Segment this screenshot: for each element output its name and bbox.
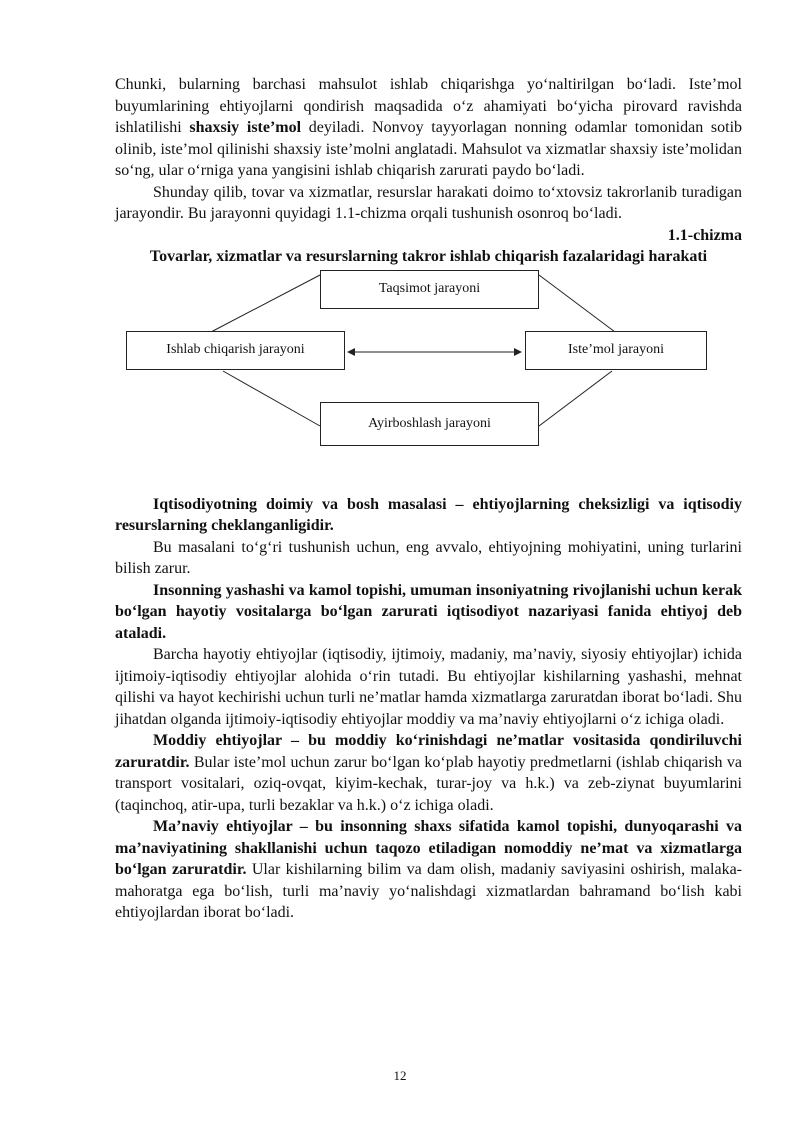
paragraph-5: Insonning yashashi va kamol topishi, umuman insoniyatning rivojlanishi uchun kerak bo‘lgan hayotiy vositalarga bo‘lgan zarurati iqtisodiyot nazariyasi fanida ehtiyoj deb ataladi. — [115, 581, 742, 642]
box-ayirboshlash: Ayirboshlash jarayoni — [320, 402, 539, 446]
box-istemol: Iste’mol jarayoni — [525, 331, 707, 370]
paragraph-1: Chunki, bularning barchasi mahsulot ishlab chiqarishga yo‘naltirilgan bo‘ladi. Iste’mol buyumlarining ehtiyojlarni qondirish maqsadida o‘z ahamiyati bo‘yicha pirovard ravishda ishlatilishi shaxsiy iste’mol deyiladi. Nonvoy tayyorlagan nonning odamlar tomonidan sotib olinib, iste’mol qilinishi shaxsiy iste’molni anglatadi. Mahsulot va xizmatlar shaxsiy iste’molidan so‘ng, ular o‘rniga yana yangisini ishlab chiqarish zarurati paydo bo‘ladi. — [115, 76, 743, 179]
paragraph-8: Ma’naviy ehtiyojlar – bu insonning shaxs sifatida kamol topishi, dunyoqarashi va ma’naviyatining shakllanishi uchun taqozo etiladigan nomoddiy ne’mat va xizmatlarga bo‘lgan zaruratdir. Ular kishilarning bilim va dam olish, madaniy saviyasini oshirish, malaka-mahoratga ega bo‘lish, turli ma’naviy yo‘nalishdagi xizmatlardan bahramand bo‘lish kabi ehtiyojlardan iborat bo‘ladi. — [115, 818, 743, 921]
term-shaxsiy-istemol: shaxsiy iste’mol — [189, 119, 302, 136]
page-number: 12 — [393, 1068, 407, 1083]
page-content — [115, 74, 742, 924]
figure-title: Tovarlar, xizmatlar va resurslarning takror ishlab chiqarish fazalaridagi harakati — [149, 248, 708, 265]
connector-left-top — [211, 275, 320, 332]
paragraph-4: Bu masalani to‘g‘ri tushunish uchun, eng avvalo, ehtiyojning mohiyatini, uning turlarini bilish zarur. — [115, 538, 742, 577]
paragraph-2: Shunday qilib, tovar va xizmatlar, resurslar harakati doimo to‘xtovsiz takrorlanib turadigan jarayondir. Bu jarayonni quyidagi 1.1-chizma orqali tushunish osonroq bo‘ladi. — [115, 183, 742, 222]
paragraph-3: Iqtisodiyotning doimiy va bosh masalasi – ehtiyojlarning cheksizligi va iqtisodiy resurslarning cheklanganligidir. — [115, 495, 742, 534]
figure-number: 1.1-chizma — [667, 226, 742, 244]
box-taqsimot: Taqsimot jarayoni — [320, 270, 539, 309]
connector-bottom-right — [539, 371, 612, 426]
process-diagram — [115, 270, 742, 476]
box-ishlab-chiqarish: Ishlab chiqarish jarayoni — [126, 331, 345, 370]
connector-left-bottom — [223, 371, 320, 426]
paragraph-7: Moddiy ehtiyojlar – bu moddiy ko‘rinishdagi ne’matlar vositasida qondiriluvchi zaruratdir. Bular iste’mol uchun zarur bo‘lgan ko‘plab hayotiy predmetlarni (ishlab chiqarish va transport vositalari, oziq-ovqat, kiyim-kechak, turar-joy va h.k.) va zeb-ziynat buyumlarini (taqinchoq, atir-upa, turli bezaklar va h.k.) o‘z ichiga oladi. — [115, 732, 742, 814]
connector-top-right — [539, 275, 615, 332]
paragraph-6: Barcha hayotiy ehtiyojlar (iqtisodiy, ijtimoiy, madaniy, ma’naviy, siyosiy ehtiyojlar) ichida ijtimoiy-iqtisodiy ehtiyojlar alohida o‘rin tutadi. Bu ehtiyojlar kishilarning yashashi, mehnat qilishi va hayot kechirishi uchun turli ne’matlar hamda xizmatlarga zaruratdan iborat bo‘ladi. Shu jihatdan olganda ijtimoiy-iqtisodiy ehtiyojlar moddiy va ma’naviy ehtiyojlarni o‘z ichiga oladi. — [115, 646, 742, 728]
